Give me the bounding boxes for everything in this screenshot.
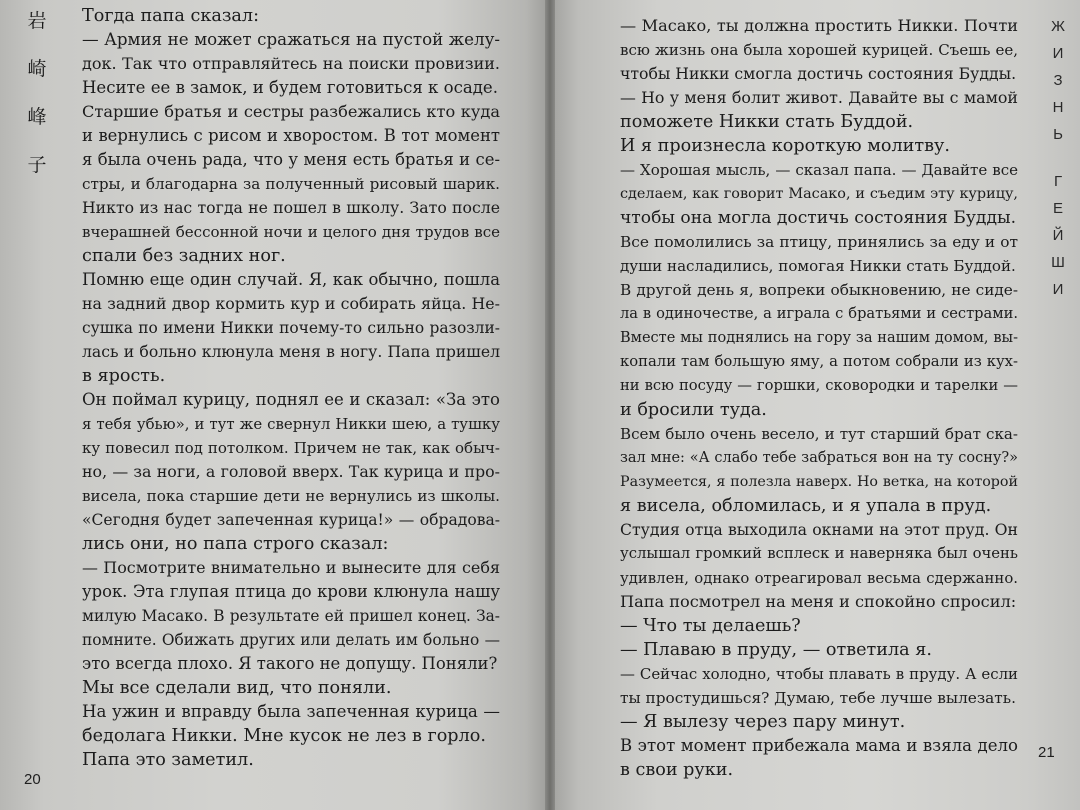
- text-line: сделаем, как говорит Масако, и съедим эту курицу,: [620, 186, 1018, 202]
- text-line: Мы все сделали вид, что поняли.: [82, 678, 392, 698]
- text-line: В другой день я, вопреки обыкновению, не сиде-: [620, 281, 1018, 299]
- text-line: и вернулись с рисом и хворостом. В тот момент: [82, 126, 500, 145]
- text-line: Все помолились за птицу, принялись за еду и от: [620, 233, 1018, 251]
- text-line: Студия отца выходила окнами на этот пруд. Он: [620, 520, 1018, 539]
- author-name-vertical: [22, 6, 52, 198]
- text-line: ни всю посуду — горшки, сковородки и тарелки —: [620, 377, 1018, 394]
- text-line: Разумеется, я полезла наверх. Но ветка, на которой: [620, 474, 1018, 490]
- text-line: и бросили туда.: [620, 400, 767, 420]
- text-line: я тебя убью», и тут же свернул Никки шею, а тушку: [82, 415, 500, 433]
- text-line: но, — за ноги, а головой вверх. Так курица и про-: [82, 462, 500, 481]
- text-line: поможете Никки стать Буддой.: [620, 112, 914, 132]
- text-line: сушка по имени Никки почему-то сильно разозли-: [82, 319, 500, 337]
- text-line: На ужин и вправду была запеченная курица —: [82, 702, 500, 721]
- text-line: Папа посмотрел на меня и спокойно спросил:: [620, 592, 1017, 611]
- kanji-char: 崎: [27, 58, 47, 80]
- text-line: лись они, но папа строго сказал:: [82, 534, 389, 554]
- text-line: я была очень рада, что у меня есть братья и се-: [82, 150, 500, 169]
- text-line: урок. Эта глупая птица до крови клюнула нашу: [82, 582, 500, 601]
- book-gutter: [545, 0, 555, 810]
- text-line: милую Масако. В результате ей пришел конец. За-: [82, 607, 500, 625]
- title-char: Г: [1053, 173, 1063, 190]
- text-line: ку повесил под потолком. Причем не так, как обыч-: [82, 439, 500, 457]
- book-title-vertical: [1046, 18, 1070, 308]
- text-line: Он поймал курицу, поднял ее и сказал: «За это: [82, 390, 500, 409]
- text-line: бедолага Никки. Мне кусок не лез в горло.: [82, 726, 486, 746]
- text-line: зал мне: «А слабо тебе забраться вон на ту сосну?»: [620, 450, 1018, 466]
- title-char: И: [1052, 45, 1064, 62]
- title-char: З: [1053, 72, 1063, 89]
- title-char: Ь: [1053, 126, 1063, 143]
- text-line: «Сегодня будет запеченная курица!» — обрадова-: [82, 511, 500, 529]
- text-line: В этот момент прибежала мама и взяла дело: [620, 736, 1018, 755]
- page-number-right: 21: [1038, 744, 1055, 761]
- left-page-text: [82, 4, 500, 772]
- title-char: Н: [1052, 99, 1064, 116]
- text-line: Помню еще один случай. Я, как обычно, пошла: [82, 270, 500, 289]
- text-line: — Посмотрите внимательно и вынесите для себя: [82, 558, 500, 577]
- text-line: всю жизнь она была хорошей курицей. Съешь ее,: [620, 41, 1018, 59]
- text-line: услышал громкий всплеск и наверняка был очень: [620, 545, 1018, 562]
- text-line: док. Так что отправляйтесь на поиски провизии.: [82, 54, 500, 73]
- text-line: — Хорошая мысль, — сказал папа. — Давайте все: [620, 161, 1018, 179]
- text-line: — Сейчас холодно, чтобы плавать в пруду. А если: [620, 665, 1018, 683]
- title-char: И: [1052, 281, 1064, 298]
- text-line: Тогда папа сказал:: [82, 6, 260, 26]
- text-line: это всегда плохо. Я такого не допущу. Поняли?: [82, 654, 498, 673]
- text-line: чтобы Никки смогла достичь состояния Будды.: [620, 64, 1017, 83]
- text-line: Всем было очень весело, и тут старший брат ска-: [620, 425, 1018, 443]
- text-line: удивлен, однако отреагировал весьма сдержанно.: [620, 569, 1018, 587]
- title-char: Е: [1052, 200, 1063, 217]
- text-line: ла в одиночестве, а играла с братьями и сестрами.: [620, 305, 1018, 322]
- title-space: [1046, 153, 1070, 173]
- text-line: Папа это заметил.: [82, 750, 254, 770]
- text-line: в свои руки.: [620, 760, 734, 780]
- text-line: — Я вылезу через пару минут.: [620, 712, 906, 732]
- title-char: Ж: [1051, 18, 1065, 35]
- kanji-char: 子: [27, 154, 47, 176]
- kanji-char: 峰: [27, 106, 47, 128]
- text-line: Несите ее в замок, и будем готовиться к осаде.: [82, 78, 498, 97]
- text-line: лась и больно клюнула меня в ногу. Папа пришел: [82, 342, 500, 361]
- right-page-text: [620, 14, 1018, 782]
- text-line: — Масако, ты должна простить Никки. Почти: [620, 16, 1018, 35]
- text-line: спали без задних ног.: [82, 246, 286, 266]
- text-line: в ярость.: [82, 366, 166, 386]
- text-line: я висела, обломилась, и я упала в пруд.: [620, 496, 992, 516]
- text-line: души насладились, помогая Никки стать Буддой.: [620, 257, 1016, 275]
- text-line: помните. Обижать других или делать им больно —: [82, 631, 500, 649]
- text-line: на задний двор кормить кур и собирать яйца. Не-: [82, 294, 500, 313]
- text-line: чтобы она могла достичь состояния Будды.: [620, 208, 1017, 228]
- kanji-char: 岩: [27, 10, 47, 32]
- text-line: копали там большую яму, а потом собрали из кух-: [620, 353, 1018, 370]
- text-line: Старшие братья и сестры разбежались кто куда: [82, 102, 500, 121]
- title-char: Ш: [1051, 254, 1065, 271]
- text-line: Никто из нас тогда не пошел в школу. Зато после: [82, 198, 500, 217]
- text-line: висела, пока старшие дети не вернулись из школы.: [82, 487, 500, 505]
- text-line: ты простудишься? Думаю, тебе лучше вылезать.: [620, 689, 1016, 707]
- text-line: Вместе мы поднялись на гору за нашим домом, вы-: [620, 330, 1018, 346]
- text-line: И я произнесла короткую молитву.: [620, 136, 950, 156]
- text-line: — Армия не может сражаться на пустой желу-: [82, 30, 500, 49]
- text-line: — Но у меня болит живот. Давайте вы с мамой: [620, 88, 1018, 107]
- text-line: вчерашней бессонной ночи и целого дня трудов все: [82, 223, 500, 241]
- text-line: — Что ты делаешь?: [620, 616, 801, 636]
- text-line: стры, и благодарна за полученный рисовый шарик.: [82, 175, 500, 193]
- text-line: — Плаваю в пруду, — ответила я.: [620, 640, 932, 660]
- page-number-left: 20: [24, 771, 41, 788]
- title-char: Й: [1052, 227, 1064, 244]
